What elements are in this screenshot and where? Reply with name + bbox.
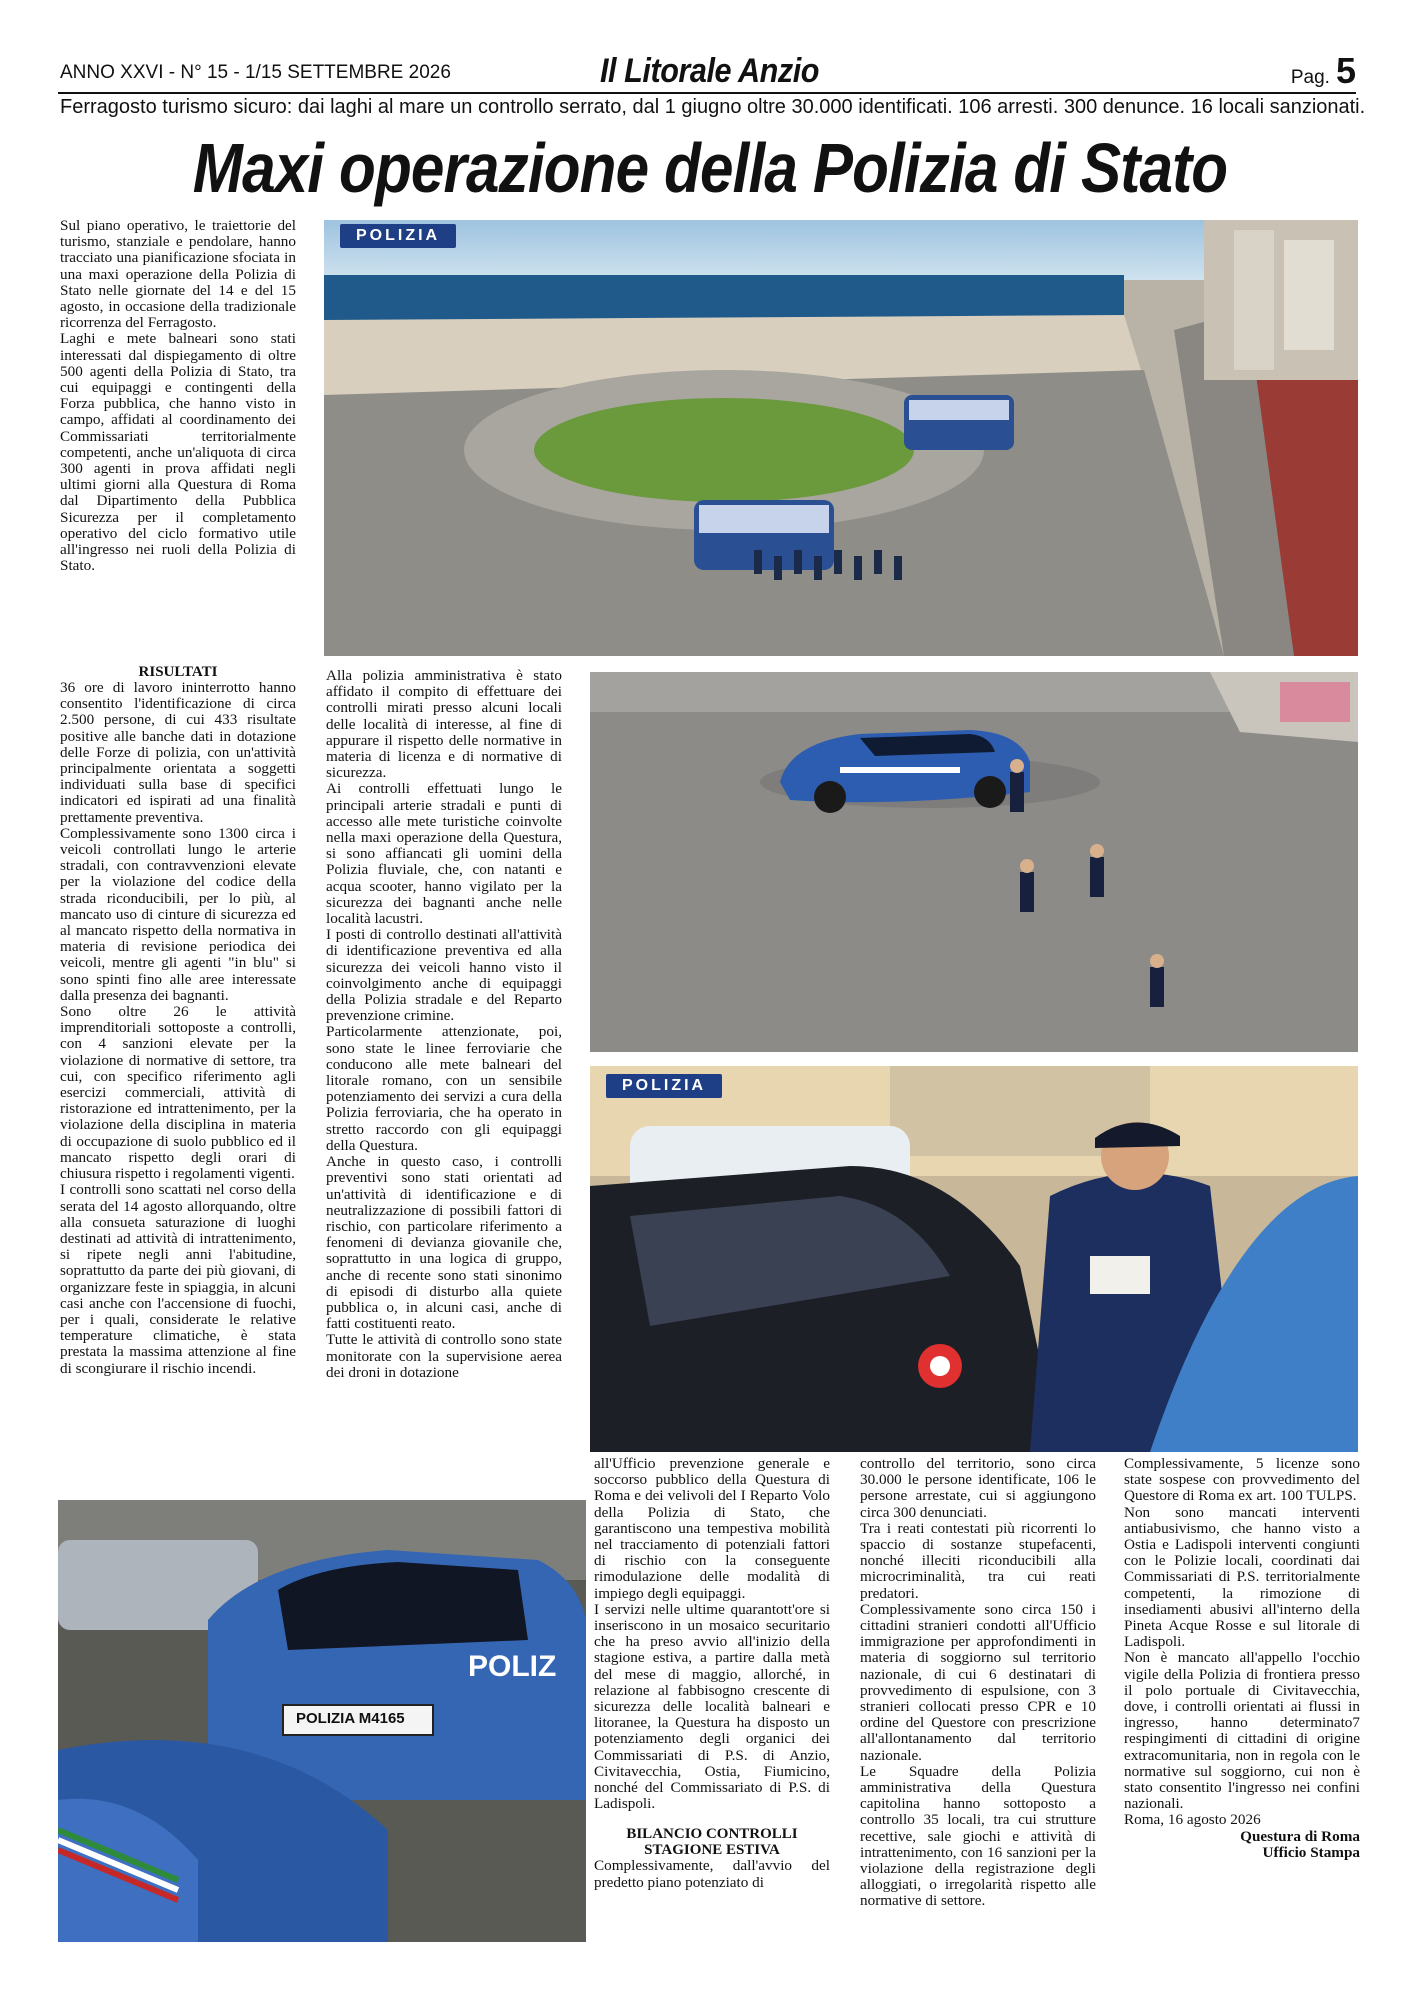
paragraph: I servizi nelle ultime quarantott'ore si inseriscono in un mosaico securitario che ha preso avvio all'inizio della stagione estiva, a partire dalla metà del mese di maggio, allorché, in relazione al fabbisogno crescente di sicurezza delle località balneari e litoranee, la Questura ha disposto un potenziamento degli organici dei Commissariati di P.S. di Anzio, Civitavecchia, Ostia, Fiumicino, nonché del Commissariato di P.S. di Ladispoli. xyxy=(594,1600,830,1813)
car-side-lettering: POLIZ xyxy=(468,1650,557,1683)
paragraph: Non è mancato all'appello l'occhio vigile della Polizia di frontiera presso il polo portuale di Civitavecchia, dove, i controlli orientati ai flussi in ingresso, hanno determinato7 respingimenti di cittadini di origine extracomunitaria, non in regola con le normative sul soggiorno, cui non è stato consentito l'ingresso nei confini nazionali. xyxy=(1124,1649,1360,1813)
page-number: 5 xyxy=(1335,50,1356,91)
section-heading-bilancio: BILANCIO CONTROLLI STAGIONE ESTIVA xyxy=(626,1826,798,1859)
photo-aerial-seafront-art xyxy=(324,220,1358,656)
paragraph: Complessivamente, 5 licenze sono state sospese con provvedimento del Questore di Roma ex art. 100 TULPS. xyxy=(1124,1455,1360,1505)
photo-officer-checking-art xyxy=(590,1066,1358,1452)
article-column-2 xyxy=(326,668,562,1381)
paragraph: Particolarmente attenzionate, poi, sono state le linee ferroviarie che conducono alle mete balneari del litorale romano, con un sensibile potenziamento dei servizi a cura della Polizia ferroviaria, che ha operato in stretto raccordo con gli equipaggi della Questura. xyxy=(326,1023,562,1154)
article-column-1 xyxy=(60,660,296,1377)
paragraph: Complessivamente sono 1300 circa i veicoli controllati lungo le arterie stradali, con contravvenzioni elevate per la violazione del codice della strada riconducibili, per lo più, al mancato uso di cinture di sicurezza ed al mancato rispetto della normativa in materia di revisione periodica dei veicoli, mentre gli agenti "in blu" si sono spinti fino alle aree interessate dalla presenza dei bagnanti. xyxy=(60,824,296,1004)
paragraph: Sul piano operativo, le traiettorie del turismo, stanziale e pendolare, hanno tracciato una pianificazione sfociata in una maxi operazione della Polizia di Stato nelle giornate del 14 e del 15 agosto, in occasione della tradizionale ricorrenza del Ferragosto. xyxy=(60,217,296,332)
paragraph: Le Squadre della Polizia amministrativa della Questura capitolina hanno sottoposto a controllo 35 locali, tra cui strutture recettive, sale giochi e attività di intrattenimento, con 16 sanzioni per la violazione della registrazione degli alloggiati, o irregolarità rispetto alle normative di settore. xyxy=(860,1762,1096,1910)
paragraph: I posti di controllo destinati all'attività di identificazione preventiva ed alla sicurezza dei veicoli hanno visto il coinvolgimento anche di equipaggi della Polizia stradale e del Reparto prevenzione crimine. xyxy=(326,926,562,1025)
license-plate: POLIZIA M4165 xyxy=(296,1710,405,1727)
article-column-1-top xyxy=(60,218,296,574)
photo-police-car xyxy=(58,1500,586,1942)
paragraph: all'Ufficio prevenzione generale e soccorso pubblico della Questura di Roma e dei velivoli del I Reparto Volo della Polizia di Stato, che garantiscono una tempestiva mobilità nel tracciamento di potenziali fattori di rischio con la conseguente rimodulazione delle modalità di impiego degli equipaggi. xyxy=(594,1455,830,1602)
paragraph: Tutte le attività di controllo sono state monitorate con la supervisione aerea dei droni in dotazione xyxy=(326,1331,562,1381)
section-heading-risultati: RISULTATI xyxy=(138,664,218,680)
paragraph: Non sono mancati interventi antiabusivismo, che hanno visto a Ostia e Ladispoli interventi congiunti con le Polizie locali, coordinati dai Commissariati di P.S. territorialmente competenti, la rimozione di insediamenti abusivi all'interno della Pineta Acque Rosse e sul litorale di Ladispoli. xyxy=(1124,1503,1360,1651)
subtitle: Ferragosto turismo sicuro: dai laghi al mare un controllo serrato, dal 1 giugno oltre 30.000 identificati. 106 arresti. 300 denunce. 16 locali sanzionati. xyxy=(60,96,1366,118)
polizia-badge: POLIZIA xyxy=(340,224,456,248)
photo-aerial-checkpoint xyxy=(590,672,1358,1052)
dateline: Roma, 16 agosto 2026 xyxy=(1124,1811,1261,1829)
paragraph: Complessivamente, dall'avvio del predetto piano potenziato di xyxy=(594,1857,830,1891)
paragraph: I controlli sono scattati nel corso della serata del 14 agosto allorquando, oltre alla consueta saturazione di luoghi destinati ad attività di intrattenimento, si ripete negli anni l'abitudine, soprattutto da parte dei più giovani, di organizzare feste in spiaggia, in alcuni casi anche con l'accensione di fuochi, per i quali, considerate le relative temperature climatiche, è stata prestata la massima attenzione al fine di scongiurare il rischio incendi. xyxy=(60,1181,296,1377)
paragraph: Tra i reati contestati più ricorrenti lo spaccio di sostanze stupefacenti, nonché illeciti riconducibili alla microcriminalità, tra cui reati predatori. xyxy=(860,1519,1096,1602)
paragraph: 36 ore di lavoro ininterrotto hanno consentito l'identificazione di circa 2.500 persone, di cui 433 risultate positive alle banche dati in dotazione delle Forze di polizia, con un'attività principalmente orientata a soggetti individuati sulla base di specifici indicatori ed ispirati ad una finalità prettamente preventiva. xyxy=(60,679,296,826)
page-indicator xyxy=(1291,50,1356,92)
paragraph: Alla polizia amministrativa è stato affidato il compito di effettuare dei controlli mirati presso alcuni locali delle località di interesse, al fine di appurare il rispetto delle normative in materia di licenza e di normative di sicurezza. xyxy=(326,667,562,782)
issue-info: ANNO XXVI - N° 15 - 1/15 SETTEMBRE 2026 xyxy=(60,62,451,83)
photo-aerial-seafront xyxy=(324,220,1358,656)
article-column-4 xyxy=(860,1456,1096,1910)
newspaper-name: Il Litorale Anzio xyxy=(600,52,820,90)
photo-aerial-checkpoint-art xyxy=(590,672,1358,1052)
paragraph: Complessivamente sono circa 150 i cittadini stranieri condotti all'Ufficio immigrazione per approfondimenti in materia di soggiorno sul territorio nazionale, di cui 6 destinatari di provvedimento di espulsione, con 3 stranieri collocati presso CPR e 10 ordine del Questore con prescrizione all'allontanamento dal territorio nazionale. xyxy=(860,1600,1096,1764)
article-column-3 xyxy=(594,1456,830,1891)
paragraph: Sono oltre 26 le attività imprenditoriali sottoposte a controlli, con 4 sanzioni elevate per la violazione di normative di settore, tra cui, con specifico riferimento agli esercizi commerciali, attività di ristorazione ed intrattenimento, per la violazione della disciplina in materia di occupazione di suolo pubblico ed il mancato rispetto degli orari di chiusura rispetto i regolamenti vigenti. xyxy=(60,1003,296,1183)
article-column-5 xyxy=(1124,1456,1360,1861)
polizia-badge: POLIZIA xyxy=(606,1074,722,1098)
signature-ufficio: Ufficio Stampa xyxy=(1262,1843,1360,1861)
signature-questura: Questura di Roma xyxy=(1240,1827,1360,1845)
paragraph: Anche in questo caso, i controlli preventivi sono stati orientati ad un'attività di identificazione e di neutralizzazione di possibili fattori di rischio, con particolare riferimento a fenomeni di devianza giovanile che, soprattutto in una logica di gruppo, anche di recente sono stati sinonimo di episodi di disturbo alla quiete pubblica o, in alcuni casi, anche di fatti costituenti reato. xyxy=(326,1153,562,1333)
paragraph: Ai controlli effettuati lungo le principali arterie stradali e punti di accesso alle mete turistiche coinvolte nella maxi operazione della Questura, si sono affiancati gli uomini della Polizia fluviale, che, con natanti e acqua scooter, hanno vigilato per la sicurezza dei bagnanti anche nelle località lacustri. xyxy=(326,780,562,928)
paragraph: Laghi e mete balneari sono stati interessati dal dispiegamento di oltre 500 agenti della Polizia di Stato, tra cui equipaggi e contingenti della Forza pubblica, che hanno visto in campo, affidati al coordinamento dei Commissariati territorialmente competenti, anche un'aliquota di circa 300 agenti in prova affidati negli ultimi giorni alla Questura di Roma dal Dipartimento della Pubblica Sicurezza per il completamento operativo del ciclo formativo utile all'ingresso nei ruoli della Polizia di Stato. xyxy=(60,330,296,575)
page-label: Pag. xyxy=(1290,67,1330,88)
paragraph: controllo del territorio, sono circa 30.000 le persone identificate, 106 le persone arrestate, cui si aggiungono circa 300 denunciati. xyxy=(860,1455,1096,1521)
photo-officer-checking xyxy=(590,1066,1358,1452)
header-rule xyxy=(58,92,1356,94)
headline: Maxi operazione della Polizia di Stato xyxy=(192,129,1228,207)
